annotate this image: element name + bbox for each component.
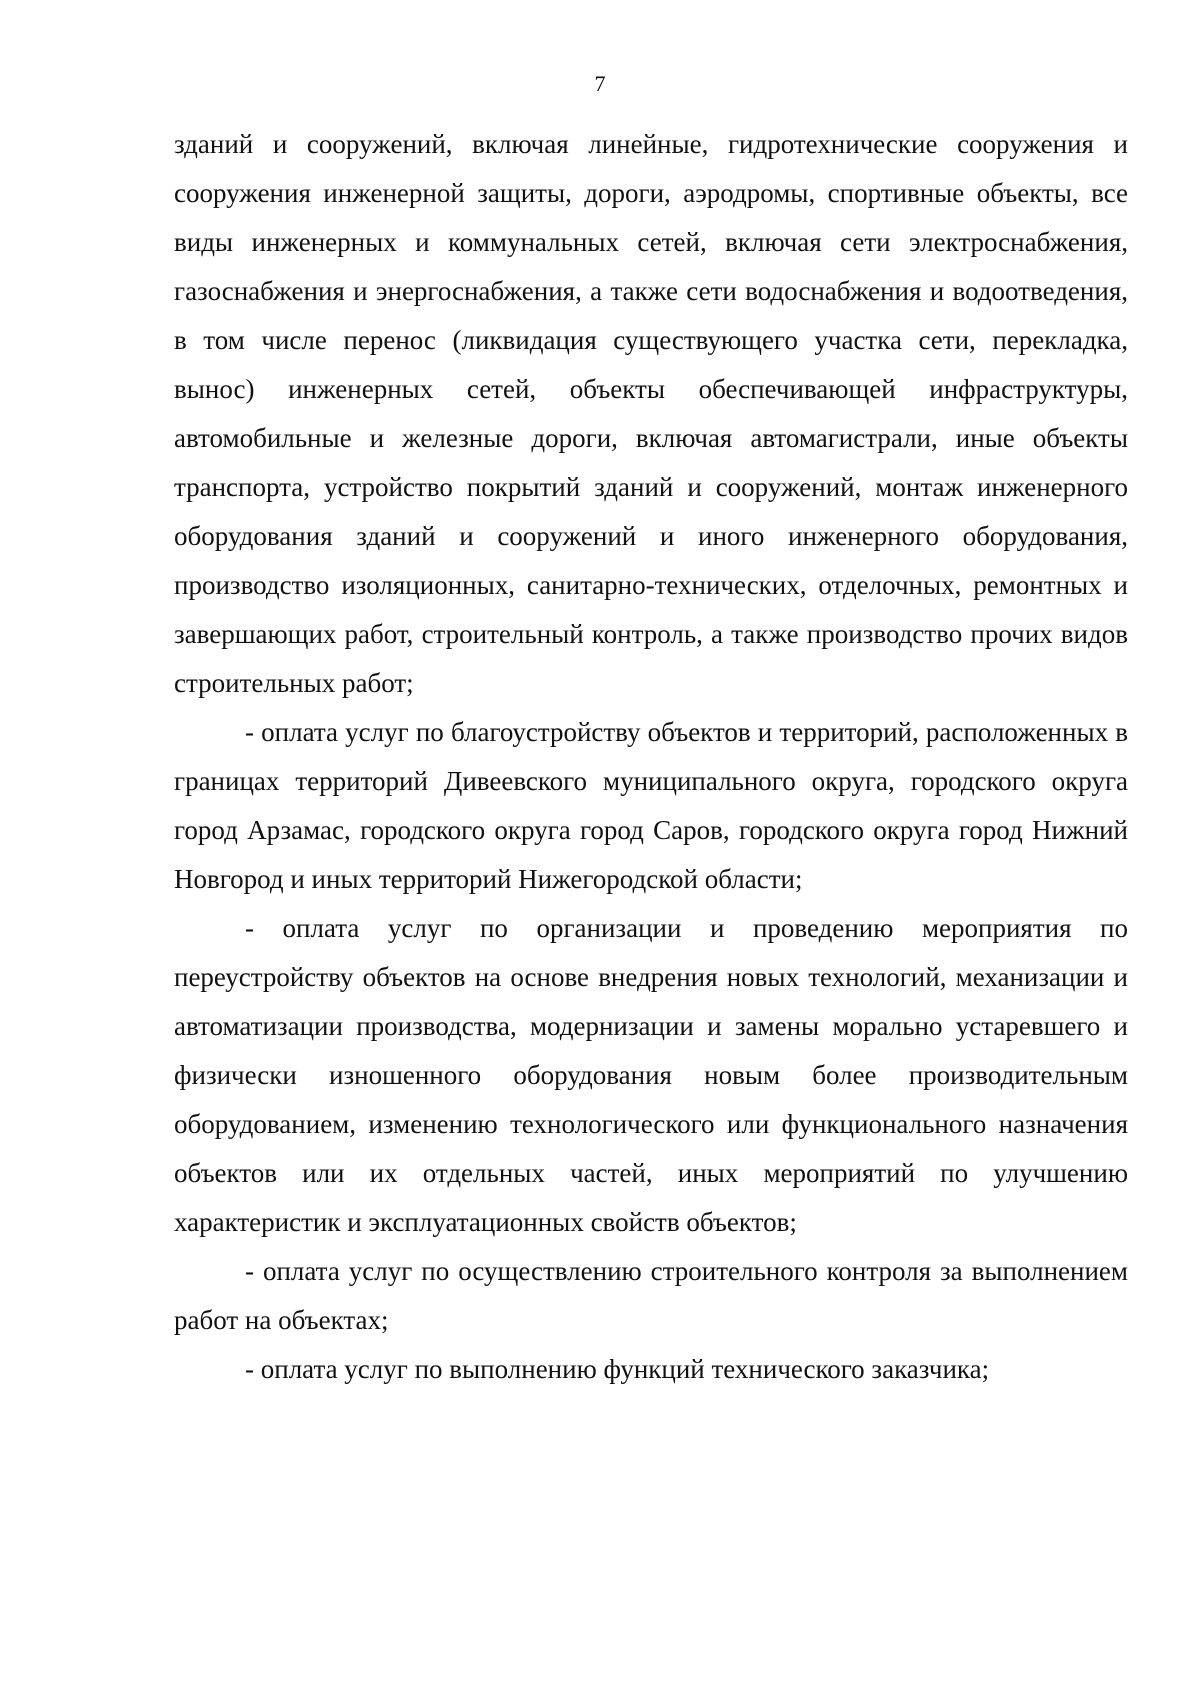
paragraph-construction-works: зданий и сооружений, включая линейные, гидротехнические сооружения и сооружения инженерной защиты, дороги, аэродромы, спортивные объекты, все виды инженерных и коммунальных сетей, включая сети электроснабжения, газоснабжения и энергоснабжения, а также сети водоснабжения и водоотведения, в том числе перенос (ликвидация существующего участка сети, перекладка, вынос) инженерных сетей, объекты обеспечивающей инфраструктуры, автомобильные и железные дороги, включая автомагистрали, иные объекты транспорта, устройство покрытий зданий и сооружений, монтаж инженерного оборудования зданий и сооружений и иного инженерного оборудования, производство изоляционных, санитарно-технических, отделочных, ремонтных и завершающих работ, строительный контроль, а также производство прочих видов строительных работ; <box>174 129 1128 698</box>
paragraph-reconstruction-services: - оплата услуг по организации и проведению мероприятия по переустройству объектов на основе внедрения новых технологий, механизации и автоматизации производства, модернизации и замены морально устаревшего и физически изношенного оборудования новым более производительным оборудованием, изменению технологического или функционального назначения объектов или их отдельных частей, иных мероприятий по улучшению характеристик и эксплуатационных свойств объектов; <box>174 913 1128 1237</box>
paragraph-landscaping-services: - оплата услуг по благоустройству объектов и территорий, расположенных в границах территорий Дивеевского муниципального округа, городского округа город Арзамас, городского округа город Саров, городского округа город Нижний Новгород и иных территорий Нижегородской области; <box>174 717 1128 894</box>
paragraph-technical-customer: - оплата услуг по выполнению функций технического заказчика; <box>245 1354 990 1384</box>
paragraph-construction-control: - оплата услуг по осуществлению строительного контроля за выполнением работ на объектах; <box>174 1256 1128 1335</box>
document-body <box>174 120 1128 1394</box>
page-number: 7 <box>594 71 606 96</box>
